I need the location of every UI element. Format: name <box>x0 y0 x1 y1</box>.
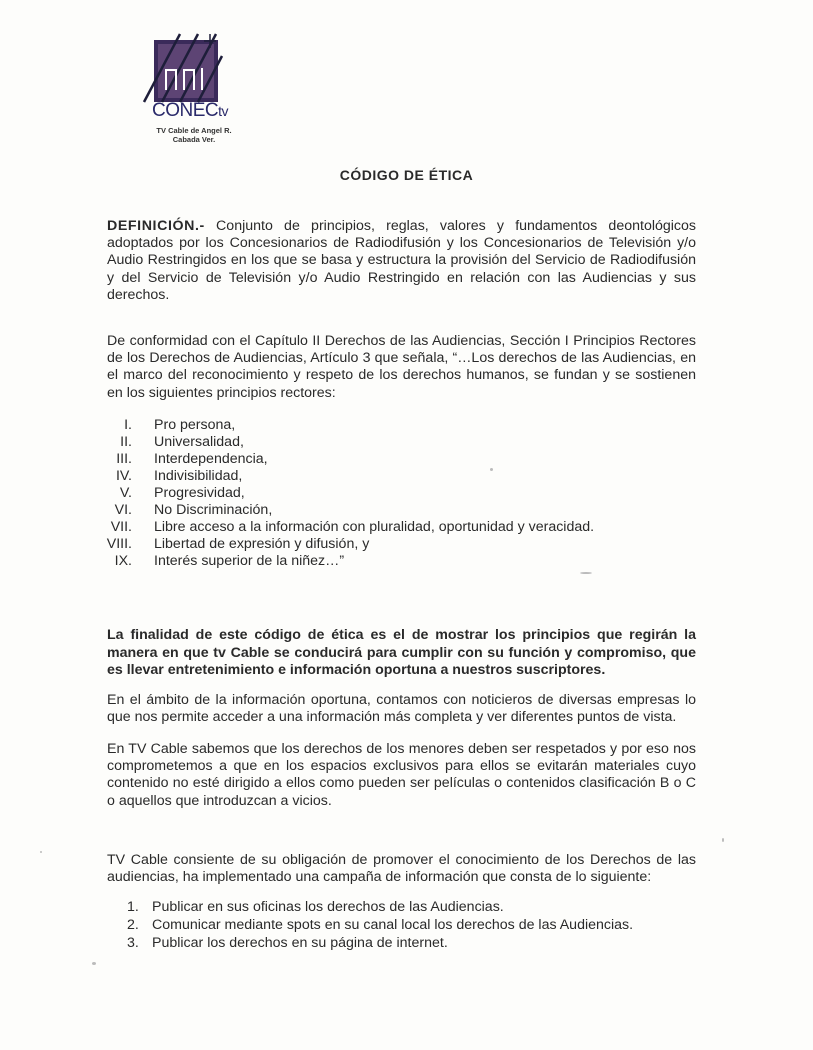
list-item: VIII. Libertad de expresión y difusión, y <box>106 536 370 552</box>
campaign-list <box>107 898 707 952</box>
scan-speck <box>92 962 96 965</box>
news-paragraph: En el ámbito de la información oportuna, contamos con noticieros de diversas empresas lo que nos permite acceder a una información más completa y ver diferentes puntos de vista. <box>107 692 696 726</box>
list-item: 3. Publicar los derechos en su página de internet. <box>127 935 448 951</box>
list-item: IX. Interés superior de la niñez…” <box>114 553 345 569</box>
scan-speck <box>490 468 493 471</box>
list-item: 1. Publicar en sus oficinas los derechos de las Audiencias. <box>127 899 504 915</box>
definition-paragraph <box>107 218 696 304</box>
list-item: IV. Indivisibilidad, <box>115 468 243 484</box>
document-title: CÓDIGO DE ÉTICA <box>339 167 474 183</box>
logo-wordmark: CONECtv <box>152 100 229 121</box>
list-item: VI. No Discriminación, <box>114 502 273 518</box>
definition-text: Conjunto de principios, reglas, valores y fundamentos deontológicos adoptados por los Concesionarios de Radiodifusión y los Concesionarios de Televisión y/o Audio Restringidos en los que se basa y estructura la provisión del Servicio de Radiodifusión y del Servicio de Televisión y/o Audio Restringido en relación con las Audiencias y sus derechos. <box>107 218 696 303</box>
minors-paragraph: En TV Cable sabemos que los derechos de los menores deben ser respetados y por eso nos comprometemos a que en los espacios exclusivos para ellos se evitarán materiales cuyo contenido no esté dirigido a ellos como pueden ser películas o contenidos clasificación B o C o aquellos que introduzcan a vicios. <box>107 741 696 809</box>
scan-speck <box>580 572 592 574</box>
definition-lead: DEFINICIÓN.- <box>107 218 205 234</box>
list-item: VII. Libre acceso a la información con pluralidad, oportunidad y veracidad. <box>110 519 595 535</box>
list-item: II. Universalidad, <box>120 434 244 450</box>
list-item: V. Progresividad, <box>119 485 245 501</box>
campaign-paragraph: TV Cable consiente de su obligación de promover el conocimiento de los Derechos de las audiencias, ha implementado una campaña de información que consta de lo siguiente: <box>107 852 696 886</box>
logo-subtitle-line2: Cabada Ver. <box>172 135 216 144</box>
logo-emblem-icon <box>140 30 250 110</box>
list-item: 2. Comunicar mediante spots en su canal local los derechos de las Audiencias. <box>127 917 634 933</box>
conformity-paragraph: De conformidad con el Capítulo II Derechos de las Audiencias, Sección I Principios Rectores de los Derechos de Audiencias, Artículo 3 que señala, “…Los derechos de las Audiencias, en el marco del reconocimiento y respeto de los derechos humanos, se fundan y se sostienen en los siguientes principios rectores: <box>107 333 696 401</box>
company-logo <box>140 30 250 144</box>
list-item: III. Interdependencia, <box>116 451 268 467</box>
purpose-paragraph: La finalidad de este código de ética es el de mostrar los principios que regirán la manera en que tv Cable se conducirá para cumplir con su función y compromiso, que es llevar entretenimiento e información oportuna a nuestros suscriptores. <box>107 627 696 678</box>
logo-subtitle <box>140 126 248 144</box>
list-item: I. Pro persona, <box>124 417 236 433</box>
principles-list <box>100 417 660 570</box>
scan-speck <box>722 838 724 842</box>
logo-subtitle-line1: TV Cable de Angel R. <box>156 126 232 135</box>
scan-speck <box>40 851 42 853</box>
